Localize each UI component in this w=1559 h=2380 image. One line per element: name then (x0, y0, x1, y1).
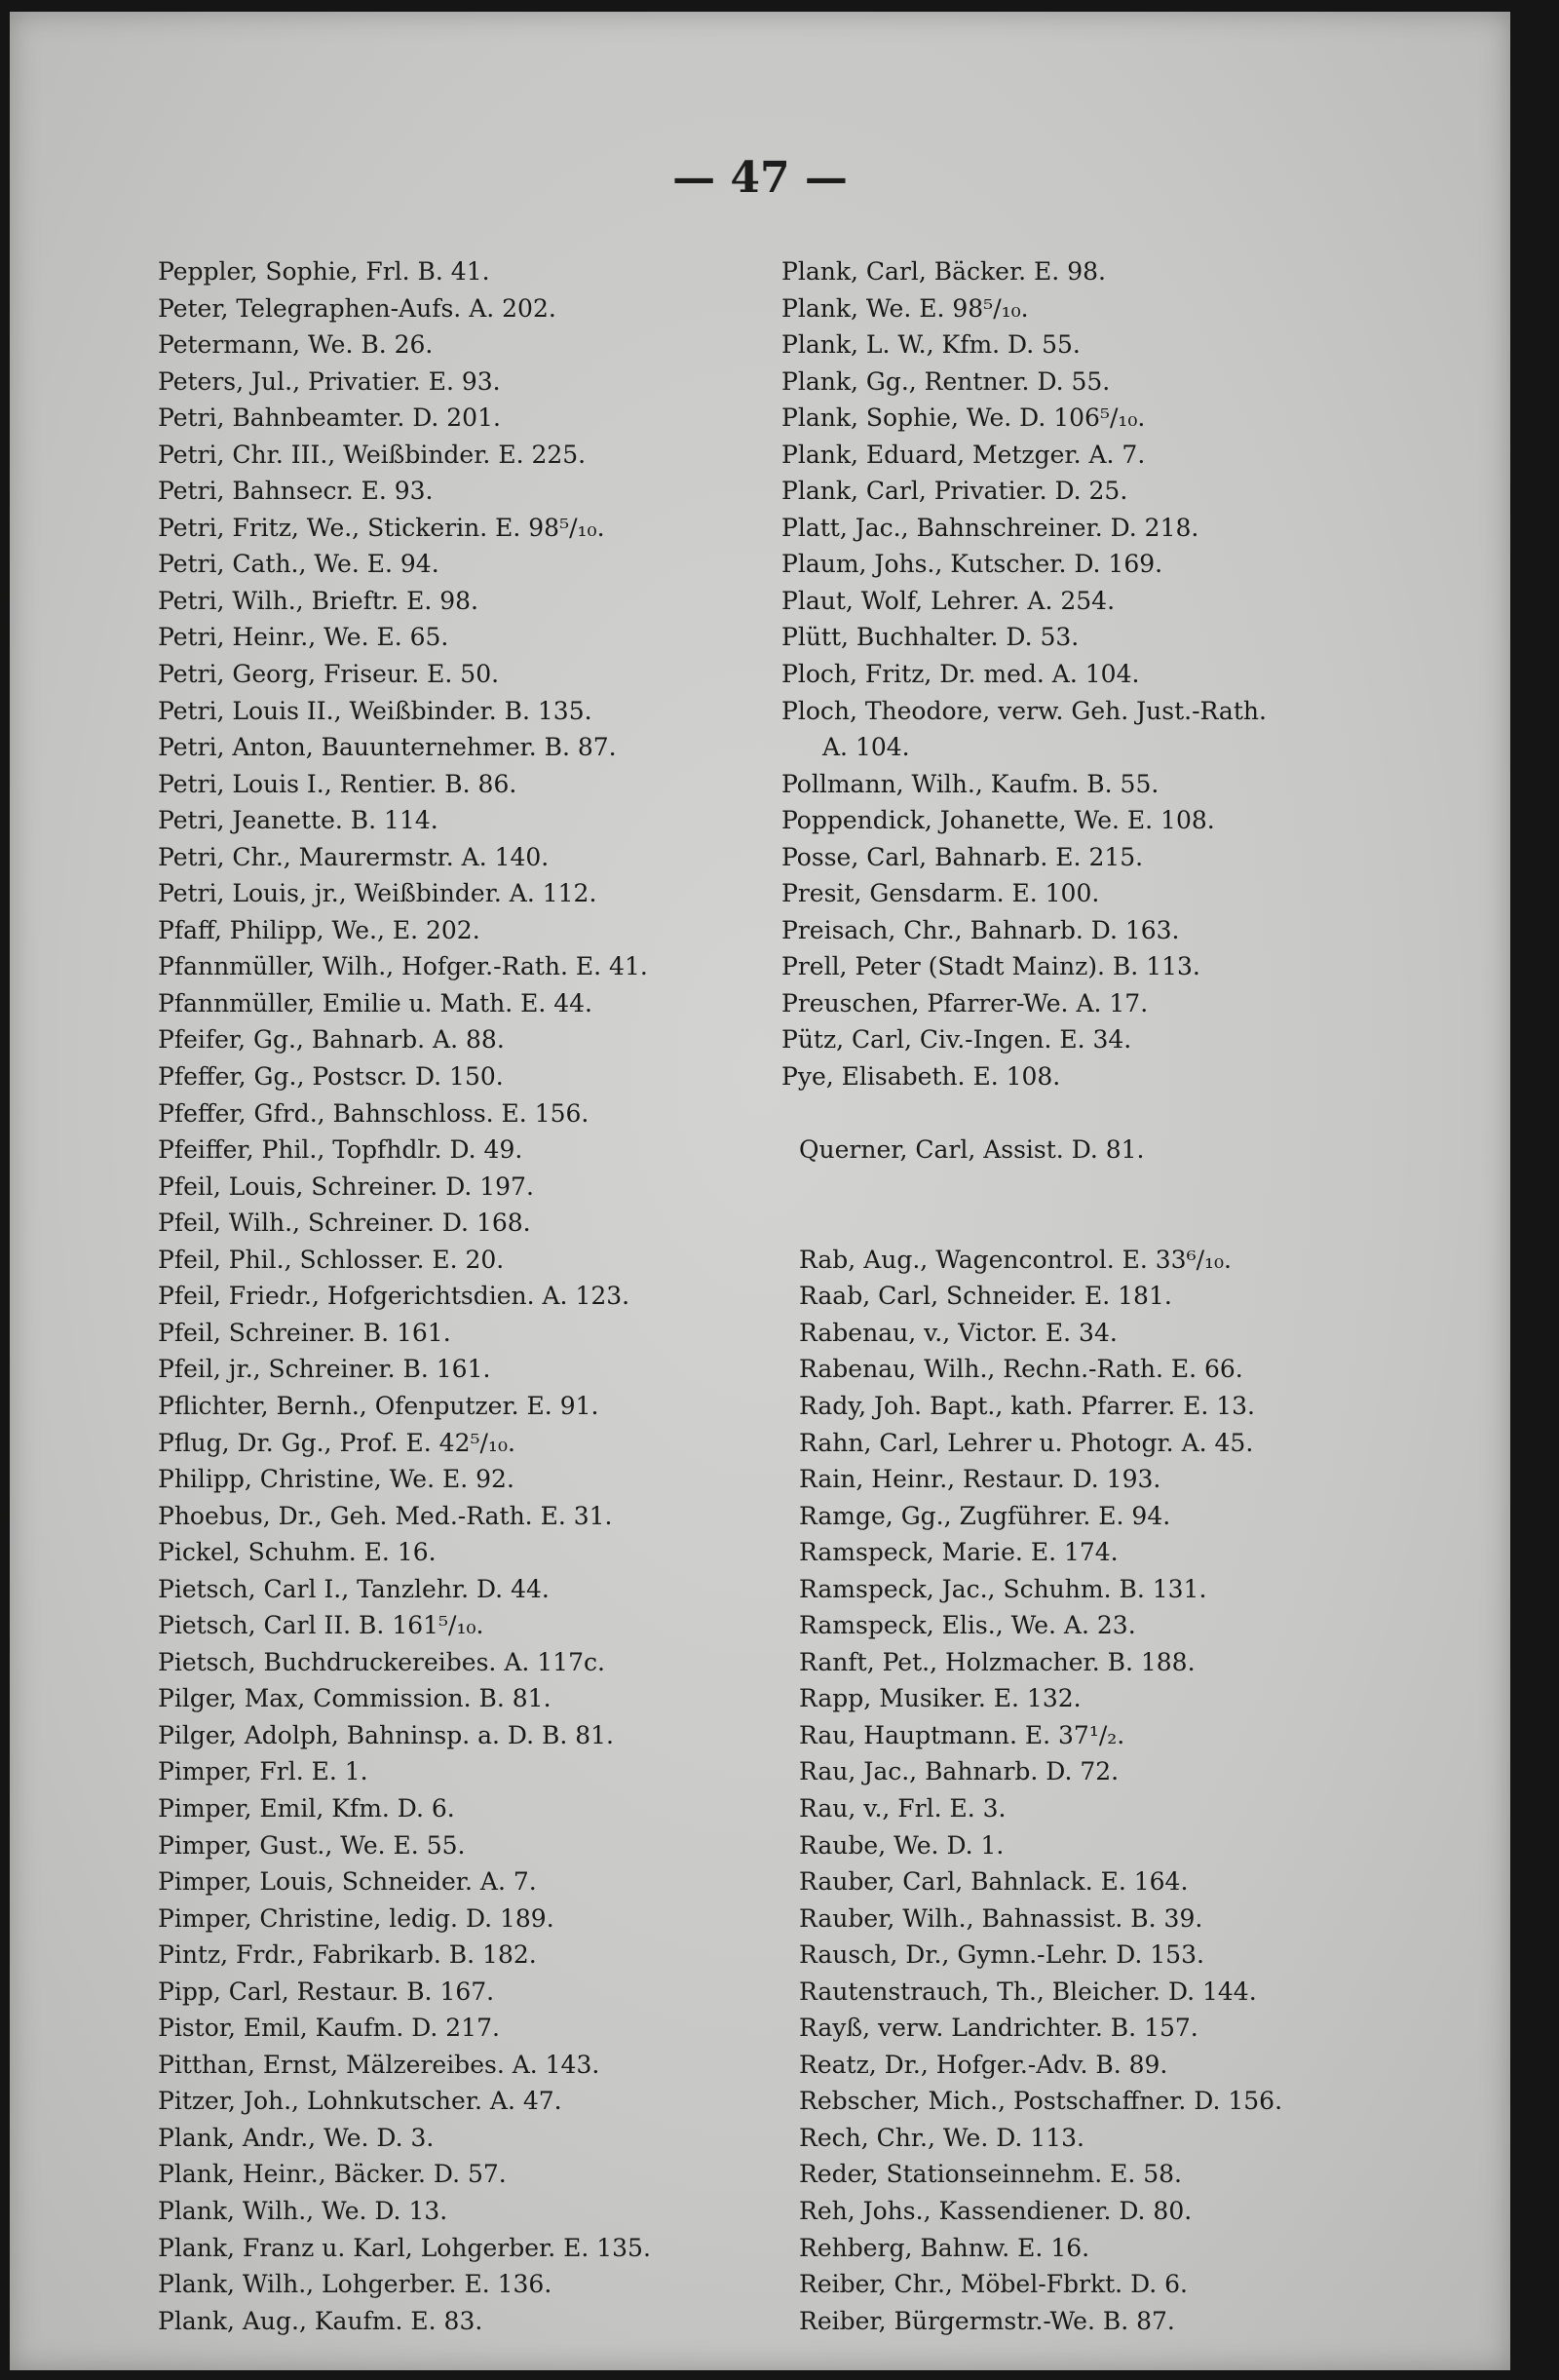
directory-entry: Querner, Carl, Assist. D. 81. (799, 1135, 1145, 1165)
directory-entry: Rau, v., Frl. E. 3. (799, 1793, 1007, 1823)
directory-entry: Rebscher, Mich., Postschaffner. D. 156. (799, 2087, 1283, 2116)
directory-entry: Ramspeck, Elis., We. A. 23. (799, 1611, 1136, 1640)
directory-entry: Poppendick, Johanette, We. E. 108. (781, 806, 1215, 835)
directory-entry: Pollmann, Wilh., Kaufm. B. 55. (781, 769, 1160, 798)
directory-entry: Rabenau, v., Victor. E. 34. (799, 1318, 1118, 1347)
directory-entry: Plank, Andr., We. D. 3. (158, 2123, 435, 2152)
directory-entry: Plank, Wilh., Lohgerber. E. 136. (158, 2270, 552, 2299)
directory-entry: Preisach, Chr., Bahnarb. D. 163. (781, 915, 1180, 944)
directory-entry: Rausch, Dr., Gymn.-Lehr. D. 153. (799, 1940, 1204, 1970)
directory-entry: Pistor, Emil, Kaufm. D. 217. (158, 2014, 500, 2043)
directory-entry: Petri, Heinr., We. E. 65. (158, 623, 449, 652)
directory-entry: Petri, Louis II., Weißbinder. B. 135. (158, 696, 592, 725)
directory-entry: Petermann, We. B. 26. (158, 330, 434, 360)
directory-entry: Pflug, Dr. Gg., Prof. E. 42⁵/₁₀. (158, 1428, 515, 1457)
directory-entry: Reatz, Dr., Hofger.-Adv. B. 89. (799, 2050, 1168, 2079)
directory-entry: Pimper, Frl. E. 1. (158, 1757, 368, 1786)
directory-entry: Platt, Jac., Bahnschreiner. D. 218. (781, 513, 1199, 542)
directory-entry: Pye, Elisabeth. E. 108. (781, 1062, 1061, 1092)
directory-entry: Petri, Louis I., Rentier. B. 86. (158, 769, 517, 798)
directory-entry: Petri, Chr. III., Weißbinder. E. 225. (158, 440, 587, 469)
directory-entry: Pfeil, Louis, Schreiner. D. 197. (158, 1171, 534, 1201)
directory-entry: Raube, We. D. 1. (799, 1830, 1005, 1860)
directory-entry: Petri, Chr., Maurermstr. A. 140. (158, 842, 550, 871)
directory-entry: Pimper, Louis, Schneider. A. 7. (158, 1867, 537, 1897)
directory-entry: Petri, Louis, jr., Weißbinder. A. 112. (158, 879, 597, 908)
directory-entry: Reder, Stationseinnehm. E. 58. (799, 2160, 1183, 2189)
directory-entry: Ramge, Gg., Zugführer. E. 94. (799, 1501, 1171, 1530)
directory-entry: Pilger, Max, Commission. B. 81. (158, 1684, 551, 1713)
directory-entry: Pipp, Carl, Restaur. B. 167. (158, 1977, 495, 2006)
blank-line (799, 1205, 1501, 1242)
directory-entry: Petri, Fritz, We., Stickerin. E. 98⁵/₁₀. (158, 513, 605, 542)
directory-entry: Presit, Gensdarm. E. 100. (781, 879, 1100, 908)
directory-entry: Rain, Heinr., Restaur. D. 193. (799, 1465, 1161, 1494)
directory-entry: Plaum, Johs., Kutscher. D. 169. (781, 550, 1163, 579)
directory-entry: Petri, Anton, Bauunternehmer. B. 87. (158, 733, 617, 762)
directory-entry: Pimper, Gust., We. E. 55. (158, 1830, 466, 1860)
directory-entry: Ploch, Fritz, Dr. med. A. 104. (781, 660, 1140, 689)
directory-entry: Pintz, Frdr., Fabrikarb. B. 182. (158, 1940, 537, 1970)
directory-entry: Peter, Telegraphen-Aufs. A. 202. (158, 293, 556, 323)
directory-entry: Pietsch, Carl I., Tanzlehr. D. 44. (158, 1574, 550, 1603)
directory-entry: Prell, Peter (Stadt Mainz). B. 113. (781, 952, 1200, 981)
directory-entry: Rayß, verw. Landrichter. B. 157. (799, 2014, 1198, 2043)
directory-entry: Pickel, Schuhm. E. 16. (158, 1538, 437, 1567)
directory-entry: Plank, Eduard, Metzger. A. 7. (781, 440, 1146, 469)
directory-entry: A. 104. (822, 733, 910, 762)
directory-entry: Plank, L. W., Kfm. D. 55. (781, 330, 1081, 360)
directory-entry: Rabenau, Wilh., Rechn.-Rath. E. 66. (799, 1355, 1243, 1384)
right-column (770, 253, 1501, 2339)
directory-entry: Plank, Sophie, We. D. 106⁵/₁₀. (781, 403, 1146, 433)
directory-entry: Reiber, Bürgermstr.-We. B. 87. (799, 2306, 1175, 2335)
directory-entry: Petri, Cath., We. E. 94. (158, 550, 439, 579)
directory-entry: Petri, Bahnsecr. E. 93. (158, 477, 434, 506)
directory-entry: Plank, Franz u. Karl, Lohgerber. E. 135. (158, 2233, 651, 2262)
directory-entry: Reh, Johs., Kassendiener. D. 80. (799, 2196, 1193, 2225)
directory-entry: Plank, Carl, Privatier. D. 25. (781, 477, 1128, 506)
directory-entry: Rau, Hauptmann. E. 37¹/₂. (799, 1720, 1125, 1749)
directory-entry: Plütt, Buchhalter. D. 53. (781, 623, 1080, 652)
directory-entry: Petri, Georg, Friseur. E. 50. (158, 660, 500, 689)
directory-entry: Petri, Wilh., Brieftr. E. 98. (158, 586, 478, 615)
directory-entry: Pitthan, Ernst, Mälzereibes. A. 143. (158, 2050, 600, 2079)
directory-entry: Ranft, Pet., Holzmacher. B. 188. (799, 1647, 1196, 1676)
directory-entry: Rauber, Carl, Bahnlack. E. 164. (799, 1867, 1189, 1897)
directory-entry: Rahn, Carl, Lehrer u. Photogr. A. 45. (799, 1428, 1254, 1457)
directory-entry: Pfeffer, Gfrd., Bahnschloss. E. 156. (158, 1098, 589, 1128)
directory-entry: Rady, Joh. Bapt., kath. Pfarrer. E. 13. (799, 1391, 1256, 1420)
directory-entry: Pfeil, Schreiner. B. 161. (158, 1318, 451, 1347)
directory-entry: Pfannmüller, Wilh., Hofger.-Rath. E. 41. (158, 952, 648, 981)
directory-entry: Rautenstrauch, Th., Bleicher. D. 144. (799, 1977, 1257, 2006)
directory-entry: Pfeil, Phil., Schlosser. E. 20. (158, 1245, 505, 1274)
directory-entry: Rapp, Musiker. E. 132. (799, 1684, 1082, 1713)
directory-entry: Rech, Chr., We. D. 113. (799, 2123, 1084, 2152)
directory-entry: Pfeiffer, Phil., Topfhdlr. D. 49. (158, 1135, 523, 1165)
directory-entry: Rauber, Wilh., Bahnassist. B. 39. (799, 1903, 1203, 1933)
directory-entry: Pfeifer, Gg., Bahnarb. A. 88. (158, 1025, 505, 1055)
directory-entry: Rehberg, Bahnw. E. 16. (799, 2233, 1090, 2262)
directory-entry: Plank, We. E. 98⁵/₁₀. (781, 293, 1029, 323)
directory-entry: Plaut, Wolf, Lehrer. A. 254. (781, 586, 1116, 615)
directory-entry: Petri, Jeanette. B. 114. (158, 806, 438, 835)
directory-entry: Peppler, Sophie, Frl. B. 41. (158, 257, 490, 286)
directory-entry: Pietsch, Carl II. B. 161⁵/₁₀. (158, 1611, 484, 1640)
directory-entry: Plank, Carl, Bäcker. E. 98. (781, 257, 1106, 286)
directory-entry: Pfeil, Wilh., Schreiner. D. 168. (158, 1209, 531, 1238)
directory-entry: Pfannmüller, Emilie u. Math. E. 44. (158, 988, 592, 1017)
directory-entry: Raab, Carl, Schneider. E. 181. (799, 1282, 1172, 1311)
blank-line (799, 1169, 1501, 1206)
directory-entry: Plank, Heinr., Bäcker. D. 57. (158, 2160, 507, 2189)
directory-entry: Pfaff, Philipp, We., E. 202. (158, 915, 480, 944)
directory-entry: Plank, Aug., Kaufm. E. 83. (158, 2306, 483, 2335)
directory-entry: Ploch, Theodore, verw. Geh. Just.-Rath. (781, 696, 1267, 725)
page-number: — 47 — (672, 153, 848, 203)
directory-entry: Posse, Carl, Bahnarb. E. 215. (781, 842, 1144, 871)
directory-entry: Pilger, Adolph, Bahninsp. a. D. B. 81. (158, 1720, 614, 1749)
directory-entry: Petri, Bahnbeamter. D. 201. (158, 403, 501, 433)
directory-entry: Reiber, Chr., Möbel-Fbrkt. D. 6. (799, 2270, 1188, 2299)
directory-entry: Pütz, Carl, Civ.-Ingen. E. 34. (781, 1025, 1132, 1055)
directory-entry: Plank, Wilh., We. D. 13. (158, 2196, 448, 2225)
directory-entry: Ramspeck, Jac., Schuhm. B. 131. (799, 1574, 1207, 1603)
directory-entry: Ramspeck, Marie. E. 174. (799, 1538, 1119, 1567)
directory-entry: Rau, Jac., Bahnarb. D. 72. (799, 1757, 1120, 1786)
blank-line (781, 1095, 1501, 1132)
directory-entry: Peters, Jul., Privatier. E. 93. (158, 366, 501, 396)
directory-entry: Pfeffer, Gg., Postscr. D. 150. (158, 1062, 504, 1092)
directory-entry: Pfeil, jr., Schreiner. B. 161. (158, 1355, 491, 1384)
directory-entry: Preuschen, Pfarrer-We. A. 17. (781, 988, 1149, 1017)
directory-entry: Pimper, Christine, ledig. D. 189. (158, 1903, 554, 1933)
directory-entry: Phoebus, Dr., Geh. Med.-Rath. E. 31. (158, 1501, 613, 1530)
directory-entry: Pfeil, Friedr., Hofgerichtsdien. A. 123. (158, 1282, 630, 1311)
directory-entry: Plank, Gg., Rentner. D. 55. (781, 366, 1111, 396)
directory-entry: Rab, Aug., Wagencontrol. E. 33⁶/₁₀. (799, 1245, 1233, 1274)
directory-entry: Pietsch, Buchdruckereibes. A. 117c. (158, 1647, 605, 1676)
directory-entry: Philipp, Christine, We. E. 92. (158, 1465, 514, 1494)
directory-entry: Pitzer, Joh., Lohnkutscher. A. 47. (158, 2087, 562, 2116)
directory-entry: Pimper, Emil, Kfm. D. 6. (158, 1793, 455, 1823)
book-page (10, 12, 1510, 2370)
left-column (158, 253, 762, 2339)
directory-entry: Pflichter, Bernh., Ofenputzer. E. 91. (158, 1391, 599, 1420)
